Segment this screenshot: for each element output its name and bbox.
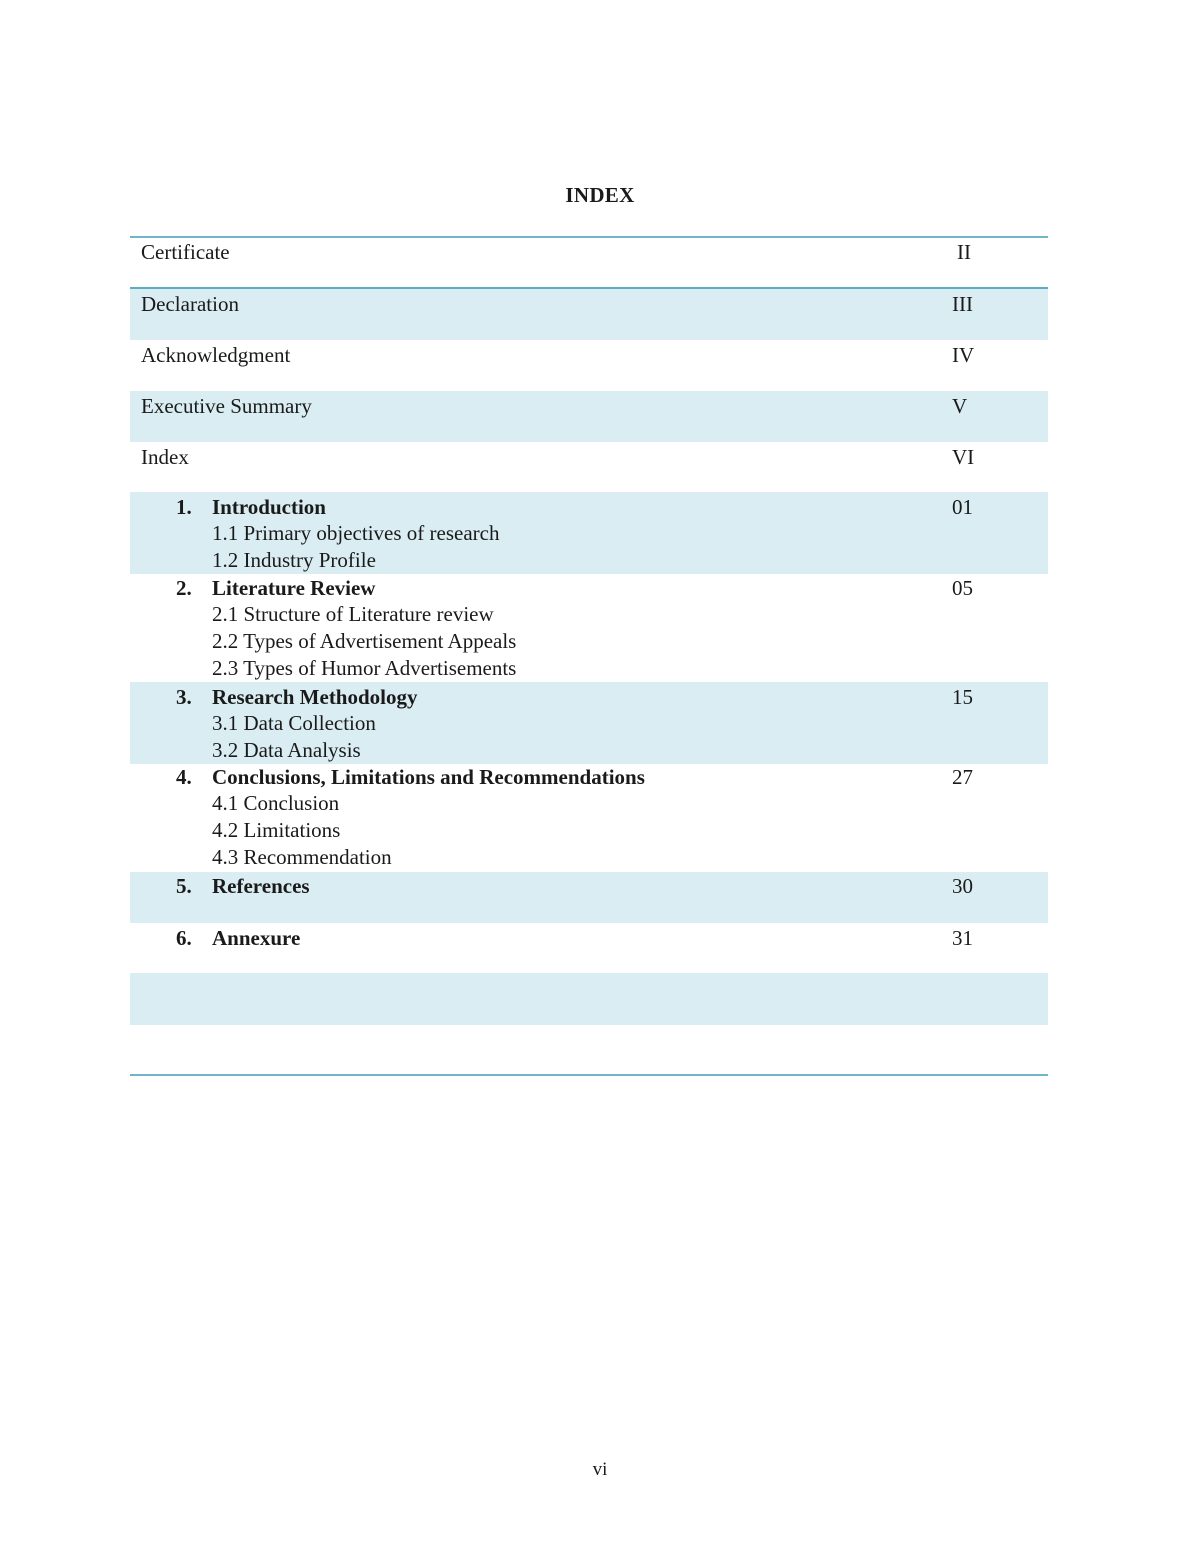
chapter-body (212, 575, 516, 682)
chapter-body (212, 494, 499, 574)
toc-row-page: VI (952, 445, 975, 469)
sub-item: 1.1 Primary objectives of research (212, 521, 500, 545)
toc-row-page: II (957, 240, 971, 264)
toc-row-label: Declaration (141, 292, 239, 316)
chapter-page: 05 (952, 576, 973, 600)
sub-item: 3.2 Data Analysis (212, 738, 361, 762)
chapter-body (212, 873, 310, 899)
toc-row-index (130, 442, 1048, 492)
chapter-title: Research Methodology (212, 685, 418, 709)
toc-chapter-research-methodology (130, 682, 1048, 764)
chapter-number: 3. (176, 685, 192, 709)
toc-row-label: Acknowledgment (141, 343, 291, 367)
sub-item: 2.2 Types of Advertisement Appeals (212, 629, 517, 653)
chapter-title: Literature Review (212, 576, 376, 600)
toc-empty-row (130, 1025, 1048, 1074)
toc-chapter-conclusions (130, 764, 1048, 872)
sub-item: 2.3 Types of Humor Advertisements (212, 656, 517, 680)
chapter-page: 30 (952, 874, 973, 898)
sub-item: 4.1 Conclusion (212, 791, 340, 815)
sub-item: 4.3 Recommendation (212, 845, 392, 869)
toc-chapter-introduction (130, 492, 1048, 574)
chapter-number: 4. (176, 765, 192, 789)
toc-row-declaration (130, 289, 1048, 340)
chapter-page: 27 (952, 765, 973, 789)
index-table (130, 236, 1048, 1076)
toc-row-executive-summary (130, 391, 1048, 442)
toc-empty-row (130, 973, 1048, 1025)
sub-item: 2.1 Structure of Literature review (212, 602, 494, 626)
chapter-number: 1. (176, 495, 192, 519)
page-number: vi (592, 1459, 608, 1480)
toc-chapter-references (130, 872, 1048, 923)
toc-row-page: V (952, 394, 968, 418)
toc-row-label: Index (141, 445, 189, 469)
chapter-title: Annexure (212, 926, 301, 950)
chapter-number: 6. (176, 926, 192, 950)
chapter-title: Introduction (212, 495, 326, 519)
chapter-page: 01 (952, 495, 973, 519)
toc-row-label: Certificate (141, 240, 230, 264)
sub-item: 4.2 Limitations (212, 818, 341, 842)
chapter-body (212, 684, 418, 764)
chapter-page: 31 (952, 926, 973, 950)
toc-chapter-annexure (130, 923, 1048, 973)
chapter-number: 5. (176, 874, 192, 898)
toc-row-page: III (952, 292, 973, 316)
chapter-body (212, 764, 645, 871)
chapter-title: References (212, 874, 310, 898)
chapter-number: 2. (176, 576, 192, 600)
chapter-body (212, 925, 300, 951)
chapter-title: Conclusions, Limitations and Recommendations (212, 765, 645, 789)
sub-item: 1.2 Industry Profile (212, 548, 376, 572)
sub-item: 3.1 Data Collection (212, 711, 376, 735)
toc-row-label: Executive Summary (141, 394, 312, 418)
chapter-page: 15 (952, 685, 973, 709)
toc-row-acknowledgment (130, 340, 1048, 391)
toc-row-certificate (130, 238, 1048, 289)
toc-chapter-literature-review (130, 574, 1048, 682)
page-title: INDEX (565, 183, 635, 207)
toc-row-page: IV (952, 343, 975, 367)
